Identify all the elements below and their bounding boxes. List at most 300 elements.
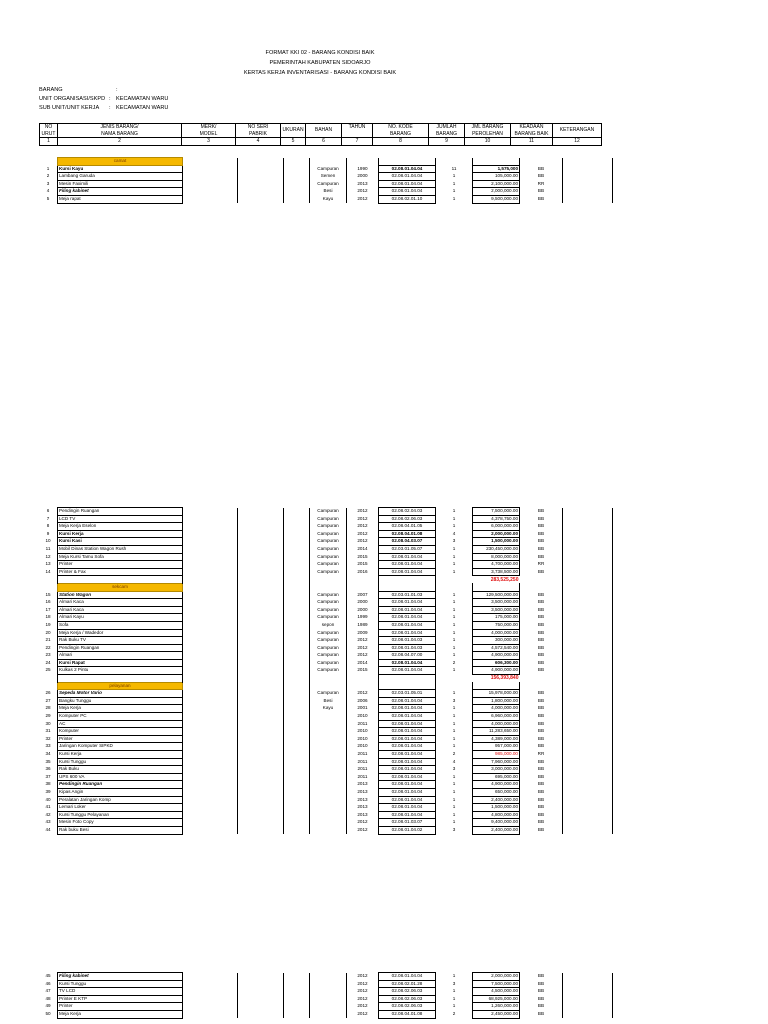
item-name-cell: Meja Kerja Eselon xyxy=(58,523,183,531)
header-cell: KEADAAN xyxy=(511,124,553,131)
keterangan-cell xyxy=(563,720,613,728)
keadaan-cell: BB xyxy=(537,713,545,719)
jumlah-cell: 1 xyxy=(452,781,456,787)
row-number-cell: 47 xyxy=(45,988,51,994)
bahan-cell xyxy=(310,773,347,781)
keterangan-cell xyxy=(563,538,613,546)
serial-number-cell xyxy=(238,690,284,698)
row-number-cell: 33 xyxy=(45,743,51,749)
keterangan-cell xyxy=(563,508,613,516)
ukuran-cell xyxy=(284,644,310,652)
tahun-cell: 2013 xyxy=(347,804,379,812)
tahun-cell: 2007 xyxy=(347,591,379,599)
table-row xyxy=(39,766,613,774)
bahan-cell xyxy=(310,973,347,981)
jumlah-cell: 1 xyxy=(452,180,456,186)
merk-model-cell xyxy=(183,766,238,774)
serial-number-cell xyxy=(238,781,284,789)
bahan-cell: Campuran xyxy=(317,515,339,521)
merk-model-cell xyxy=(183,773,238,781)
item-name-cell: Komputer xyxy=(58,728,183,736)
header-cell: MODEL xyxy=(182,131,236,138)
nilai-perolehan-cell: 3,738,500.00 xyxy=(473,568,520,576)
kode-barang-cell: 02.08.01.04.04 xyxy=(379,614,436,622)
row-number-cell: 40 xyxy=(45,796,51,802)
keadaan-cell: BB xyxy=(537,804,545,810)
jumlah-cell: 1 xyxy=(452,568,456,574)
ukuran-cell xyxy=(284,743,310,751)
table-row xyxy=(39,538,613,546)
nilai-perolehan-cell: 2,000,000.00 xyxy=(473,530,520,538)
keterangan-cell xyxy=(563,713,613,721)
jumlah-cell: 1 xyxy=(452,811,456,817)
nilai-perolehan-cell: 7,500,000.00 xyxy=(473,980,520,988)
bahan-cell: Campuran xyxy=(317,568,339,574)
item-name-cell: TV LCD xyxy=(58,988,183,996)
empty-cell xyxy=(436,682,473,690)
keadaan-cell: RR xyxy=(537,751,545,756)
table-row xyxy=(39,804,613,812)
table-row xyxy=(39,523,613,531)
keterangan-cell xyxy=(563,826,613,834)
keadaan-cell: BB xyxy=(537,705,545,711)
row-number-cell: 43 xyxy=(45,819,51,825)
row-number-cell: 32 xyxy=(45,735,51,741)
row-number-cell: 31 xyxy=(45,728,51,734)
jumlah-cell: 3 xyxy=(452,980,456,986)
bahan-cell: Besi xyxy=(323,697,333,703)
column-number: 5 xyxy=(281,138,306,146)
jumlah-cell: 1 xyxy=(452,667,456,673)
keadaan-cell: BB xyxy=(537,1003,545,1009)
tahun-cell: 2015 xyxy=(347,561,379,569)
row-number-cell: 1 xyxy=(46,165,50,171)
keadaan-cell: BB xyxy=(537,652,545,658)
jumlah-cell: 3 xyxy=(452,826,456,832)
row-number-cell: 15 xyxy=(45,591,51,597)
merk-model-cell xyxy=(183,751,238,759)
meta-label: UNIT ORGANISASI/SKPD xyxy=(39,96,106,102)
keadaan-cell: BB xyxy=(537,591,545,597)
bahan-cell xyxy=(310,758,347,766)
tahun-cell: 2012 xyxy=(347,826,379,834)
empty-cell xyxy=(183,675,238,683)
row-number-cell: 29 xyxy=(45,713,51,719)
column-number: 10 xyxy=(465,138,511,146)
jumlah-cell: 1 xyxy=(452,743,456,749)
merk-model-cell xyxy=(183,637,238,645)
serial-number-cell xyxy=(238,758,284,766)
empty-cell xyxy=(58,675,183,683)
nilai-perolehan-cell: 6,960,000.00 xyxy=(473,713,520,721)
nilai-perolehan-cell: 985,000.00 xyxy=(473,751,520,759)
ukuran-cell xyxy=(284,720,310,728)
keterangan-cell xyxy=(563,629,613,637)
empty-cell xyxy=(183,158,238,166)
row-number-cell: 9 xyxy=(46,530,50,536)
kode-barang-cell: 02.08.01.04.04 xyxy=(379,188,436,196)
inventory-table-block-camat xyxy=(39,157,613,204)
row-number-cell: 6 xyxy=(46,508,50,513)
item-name-cell: LCD TV xyxy=(58,515,183,523)
kode-barang-cell: 02.08.01.04.04 xyxy=(379,796,436,804)
item-name-cell: Printer xyxy=(58,735,183,743)
kode-barang-cell: 02.08.01.04.04 xyxy=(379,735,436,743)
merk-model-cell xyxy=(183,796,238,804)
nilai-perolehan-cell: 4,000,000.00 xyxy=(473,705,520,713)
header-cell: KETERANGAN xyxy=(553,124,602,138)
ukuran-cell xyxy=(284,515,310,523)
tahun-cell: 2012 xyxy=(347,980,379,988)
keterangan-cell xyxy=(563,165,613,173)
bahan-cell: Campuran xyxy=(317,614,339,620)
kode-barang-cell: 02.03.01.01.03 xyxy=(379,591,436,599)
row-number-cell: 17 xyxy=(45,606,51,612)
nilai-perolehan-cell: 650,000.00 xyxy=(473,788,520,796)
merk-model-cell xyxy=(183,173,238,181)
bahan-cell: Campuran xyxy=(317,523,339,529)
empty-cell xyxy=(347,576,379,584)
empty-cell xyxy=(183,583,238,591)
tahun-cell: 2012 xyxy=(347,1010,379,1018)
empty-cell xyxy=(347,583,379,591)
inventory-table-block-continued xyxy=(39,972,613,1019)
merk-model-cell xyxy=(183,523,238,531)
ukuran-cell xyxy=(284,508,310,516)
column-number: 11 xyxy=(511,138,553,146)
header-cell: PEROLEHAN xyxy=(465,131,511,138)
row-number-cell: 46 xyxy=(45,980,51,986)
item-name-cell: Sofa xyxy=(58,621,183,629)
merk-model-cell xyxy=(183,599,238,607)
serial-number-cell xyxy=(238,773,284,781)
nilai-perolehan-cell: 4,572,540.00 xyxy=(473,644,520,652)
meta-label: SUB UNIT/UNIT KERJA xyxy=(39,105,100,111)
bahan-cell: Campuran xyxy=(317,652,339,658)
header-row-1 xyxy=(40,124,602,131)
jumlah-cell: 3 xyxy=(452,697,456,703)
column-number: 3 xyxy=(182,138,236,146)
table-row xyxy=(39,652,613,660)
keadaan-cell: BB xyxy=(537,606,545,612)
header-cell: BAHAN xyxy=(306,124,342,138)
keadaan-cell: RR xyxy=(537,180,545,186)
table-row xyxy=(39,735,613,743)
merk-model-cell xyxy=(183,553,238,561)
bahan-cell: Campuran xyxy=(317,606,339,612)
merk-model-cell xyxy=(183,995,238,1003)
keterangan-cell xyxy=(563,751,613,759)
keterangan-cell xyxy=(563,188,613,196)
empty-cell xyxy=(436,576,473,584)
keterangan-cell xyxy=(563,697,613,705)
merk-model-cell xyxy=(183,720,238,728)
ukuran-cell xyxy=(284,811,310,819)
keadaan-cell: BB xyxy=(537,523,545,529)
header-cell: PABRIK xyxy=(236,131,281,138)
row-number-cell: 21 xyxy=(45,637,51,643)
row-number-cell: 3 xyxy=(46,180,50,186)
item-name-cell: Filing kabinet xyxy=(58,973,183,981)
serial-number-cell xyxy=(238,614,284,622)
jumlah-cell: 1 xyxy=(452,652,456,658)
serial-number-cell xyxy=(238,743,284,751)
jumlah-cell: 1 xyxy=(452,508,456,513)
bahan-cell xyxy=(310,1010,347,1018)
empty-cell xyxy=(347,675,379,683)
kode-barang-cell: 02.08.01.04.04 xyxy=(379,720,436,728)
empty-cell xyxy=(284,682,310,690)
jumlah-cell: 1 xyxy=(452,644,456,650)
keterangan-cell xyxy=(563,796,613,804)
merk-model-cell xyxy=(183,644,238,652)
merk-model-cell xyxy=(183,538,238,546)
item-name-cell: Kursi Kasi xyxy=(58,538,183,546)
table-row xyxy=(39,515,613,523)
merk-model-cell xyxy=(183,545,238,553)
tahun-cell: 2011 xyxy=(347,766,379,774)
item-name-cell: Kulkas 2 Pintu xyxy=(58,667,183,675)
nilai-perolehan-cell: 8,000,000.00 xyxy=(473,553,520,561)
row-number-cell: 25 xyxy=(45,667,51,673)
keadaan-cell: BB xyxy=(537,621,545,627)
table-row xyxy=(39,728,613,736)
nilai-perolehan-cell: 4,000,000.00 xyxy=(473,720,520,728)
keadaan-cell: BB xyxy=(537,545,545,551)
tahun-cell: 2013 xyxy=(347,180,379,188)
keterangan-cell xyxy=(563,690,613,698)
nilai-perolehan-cell: 2,000,000.00 xyxy=(473,188,520,196)
serial-number-cell xyxy=(238,720,284,728)
empty-cell xyxy=(436,583,473,591)
kode-barang-cell: 02.08.01.04.03 xyxy=(379,637,436,645)
merk-model-cell xyxy=(183,728,238,736)
keadaan-cell: BB xyxy=(537,667,545,673)
item-name-cell: UPS 600 VA xyxy=(58,773,183,781)
tahun-cell: 2000 xyxy=(347,606,379,614)
jumlah-cell: 11 xyxy=(451,165,457,171)
empty-cell xyxy=(39,583,58,591)
empty-cell xyxy=(379,682,436,690)
table-row xyxy=(39,720,613,728)
ukuran-cell xyxy=(284,568,310,576)
keterangan-cell xyxy=(563,568,613,576)
nilai-perolehan-cell: 606,300.00 xyxy=(473,659,520,667)
item-name-cell: Rak Buku TV xyxy=(58,637,183,645)
jumlah-cell: 1 xyxy=(452,545,456,551)
subtotal-row xyxy=(39,576,613,584)
tahun-cell: 2012 xyxy=(347,973,379,981)
keadaan-cell: BB xyxy=(537,659,545,665)
kode-barang-cell: 02.08.02.01.10 xyxy=(379,195,436,203)
serial-number-cell xyxy=(238,751,284,759)
kode-barang-cell: 02.08.02.06.03 xyxy=(379,515,436,523)
header-cell: URUT xyxy=(40,131,58,138)
jumlah-cell: 1 xyxy=(452,690,456,696)
merk-model-cell xyxy=(183,811,238,819)
row-number-cell: 7 xyxy=(46,515,50,521)
empty-cell xyxy=(238,576,284,584)
keadaan-cell: BB xyxy=(537,165,545,171)
jumlah-cell: 1 xyxy=(452,720,456,726)
keadaan-cell: BB xyxy=(537,697,545,703)
table-row xyxy=(39,195,613,203)
bahan-cell: Campuran xyxy=(317,165,339,171)
kode-barang-cell: 02.08.01.04.03 xyxy=(379,644,436,652)
serial-number-cell xyxy=(238,545,284,553)
item-name-cell: Rak buku Besi xyxy=(58,826,183,834)
bahan-cell xyxy=(310,811,347,819)
ukuran-cell xyxy=(284,614,310,622)
kode-barang-cell: 02.08.02.01.28 xyxy=(379,980,436,988)
column-number: 7 xyxy=(342,138,373,146)
empty-cell xyxy=(238,583,284,591)
row-number-cell: 27 xyxy=(45,697,51,703)
ukuran-cell xyxy=(284,735,310,743)
ukuran-cell xyxy=(284,523,310,531)
ukuran-cell xyxy=(284,766,310,774)
item-name-cell: Mobil Dinas Station Wagon Rush xyxy=(58,545,183,553)
keadaan-cell: BB xyxy=(537,811,545,817)
row-number-cell: 16 xyxy=(45,599,51,605)
empty-cell xyxy=(473,583,520,591)
table-row xyxy=(39,667,613,675)
ukuran-cell xyxy=(284,1003,310,1011)
serial-number-cell xyxy=(238,621,284,629)
keadaan-cell: BB xyxy=(537,568,545,574)
serial-number-cell xyxy=(238,1003,284,1011)
row-number-cell: 50 xyxy=(45,1010,51,1016)
jumlah-cell: 1 xyxy=(452,515,456,521)
keterangan-cell xyxy=(563,515,613,523)
ukuran-cell xyxy=(284,713,310,721)
jumlah-cell: 1 xyxy=(452,796,456,802)
kode-barang-cell: 02.08.01.04.04 xyxy=(379,713,436,721)
tahun-cell: 2012 xyxy=(347,995,379,1003)
nilai-perolehan-cell: 3,500,000.00 xyxy=(473,599,520,607)
row-number-cell: 36 xyxy=(45,766,51,772)
keterangan-cell xyxy=(563,173,613,181)
serial-number-cell xyxy=(238,766,284,774)
bahan-cell xyxy=(310,988,347,996)
header-cell: NO. KODE xyxy=(373,124,429,131)
header-cell: BARANG xyxy=(429,131,465,138)
nilai-perolehan-cell: 695,000.00 xyxy=(473,773,520,781)
meta-sep: : xyxy=(109,96,111,102)
subtotal-row xyxy=(39,675,613,683)
table-row xyxy=(39,690,613,698)
row-number-cell: 10 xyxy=(45,538,51,544)
table-row xyxy=(39,637,613,645)
kode-barang-cell: 02.08.01.04.04 xyxy=(379,173,436,181)
item-name-cell: Printer & Fax xyxy=(58,568,183,576)
merk-model-cell xyxy=(183,195,238,203)
kode-barang-cell: 02.08.01.04.04 xyxy=(379,667,436,675)
table-row xyxy=(39,788,613,796)
keterangan-cell xyxy=(563,705,613,713)
keadaan-cell: BB xyxy=(537,728,545,734)
merk-model-cell xyxy=(183,743,238,751)
tahun-cell: 2012 xyxy=(347,988,379,996)
keterangan-cell xyxy=(563,195,613,203)
ukuran-cell xyxy=(284,819,310,827)
ukuran-cell xyxy=(284,180,310,188)
table-row xyxy=(39,973,613,981)
keterangan-cell xyxy=(563,766,613,774)
merk-model-cell xyxy=(183,690,238,698)
merk-model-cell xyxy=(183,515,238,523)
item-name-cell: Filing kabinet xyxy=(58,188,183,196)
row-number-cell: 12 xyxy=(45,553,51,559)
column-number: 12 xyxy=(553,138,602,146)
item-name-cell: Almari Kayu xyxy=(58,614,183,622)
keadaan-cell: BB xyxy=(537,773,545,779)
tahun-cell: 2010 xyxy=(347,713,379,721)
jumlah-cell: 1 xyxy=(452,705,456,711)
item-name-cell: Mesin Faximili xyxy=(58,180,183,188)
serial-number-cell xyxy=(238,599,284,607)
kode-barang-cell: 02.08.01.04.04 xyxy=(379,773,436,781)
bahan-cell: Campuran xyxy=(317,629,339,635)
tahun-cell: 2012 xyxy=(347,515,379,523)
row-number-cell: 4 xyxy=(46,188,50,194)
keterangan-cell xyxy=(563,606,613,614)
empty-cell xyxy=(58,576,183,584)
table-row xyxy=(39,173,613,181)
header-cell xyxy=(342,131,373,138)
ukuran-cell xyxy=(284,652,310,660)
bahan-cell xyxy=(310,781,347,789)
meta-value: KECAMATAN WARU xyxy=(116,105,169,111)
item-name-cell: Pendingin Ruangan xyxy=(58,508,183,516)
keterangan-cell xyxy=(563,811,613,819)
table-row xyxy=(39,561,613,569)
nilai-perolehan-cell: 300,000.00 xyxy=(473,637,520,645)
kode-barang-cell: 02.08.01.04.04 xyxy=(379,705,436,713)
jumlah-cell: 1 xyxy=(452,713,456,719)
ukuran-cell xyxy=(284,697,310,705)
nilai-perolehan-cell: 6,000,000.00 xyxy=(473,523,520,531)
keadaan-cell: BB xyxy=(537,973,545,978)
keterangan-cell xyxy=(563,819,613,827)
kode-barang-cell: 02.08.01.04.04 xyxy=(379,728,436,736)
nilai-perolehan-cell: 9,400,000.00 xyxy=(473,819,520,827)
nilai-perolehan-cell: 129,500,000.00 xyxy=(473,591,520,599)
bahan-cell: Campuran xyxy=(317,637,339,643)
kode-barang-cell: 02.08.01.04.04 xyxy=(379,973,436,981)
kode-barang-cell: 02.08.01.04.04 xyxy=(379,606,436,614)
serial-number-cell xyxy=(238,667,284,675)
keterangan-cell xyxy=(563,667,613,675)
tahun-cell: 1990 xyxy=(347,165,379,173)
bahan-cell: Campuran xyxy=(317,644,339,650)
keterangan-cell xyxy=(563,1003,613,1011)
merk-model-cell xyxy=(183,973,238,981)
merk-model-cell xyxy=(183,561,238,569)
item-name-cell: Printer xyxy=(58,561,183,569)
table-header xyxy=(39,123,602,146)
nilai-perolehan-cell: 2,450,000.00 xyxy=(473,1010,520,1018)
keadaan-cell: BB xyxy=(537,173,545,179)
serial-number-cell xyxy=(238,591,284,599)
merk-model-cell xyxy=(183,988,238,996)
meta-sep: : xyxy=(116,87,118,93)
row-number-cell: 8 xyxy=(46,523,50,529)
row-number-cell: 45 xyxy=(45,973,51,978)
item-name-cell: Bangku Tunggu xyxy=(58,697,183,705)
tahun-cell: 2000 xyxy=(347,599,379,607)
jumlah-cell: 1 xyxy=(452,1003,456,1009)
